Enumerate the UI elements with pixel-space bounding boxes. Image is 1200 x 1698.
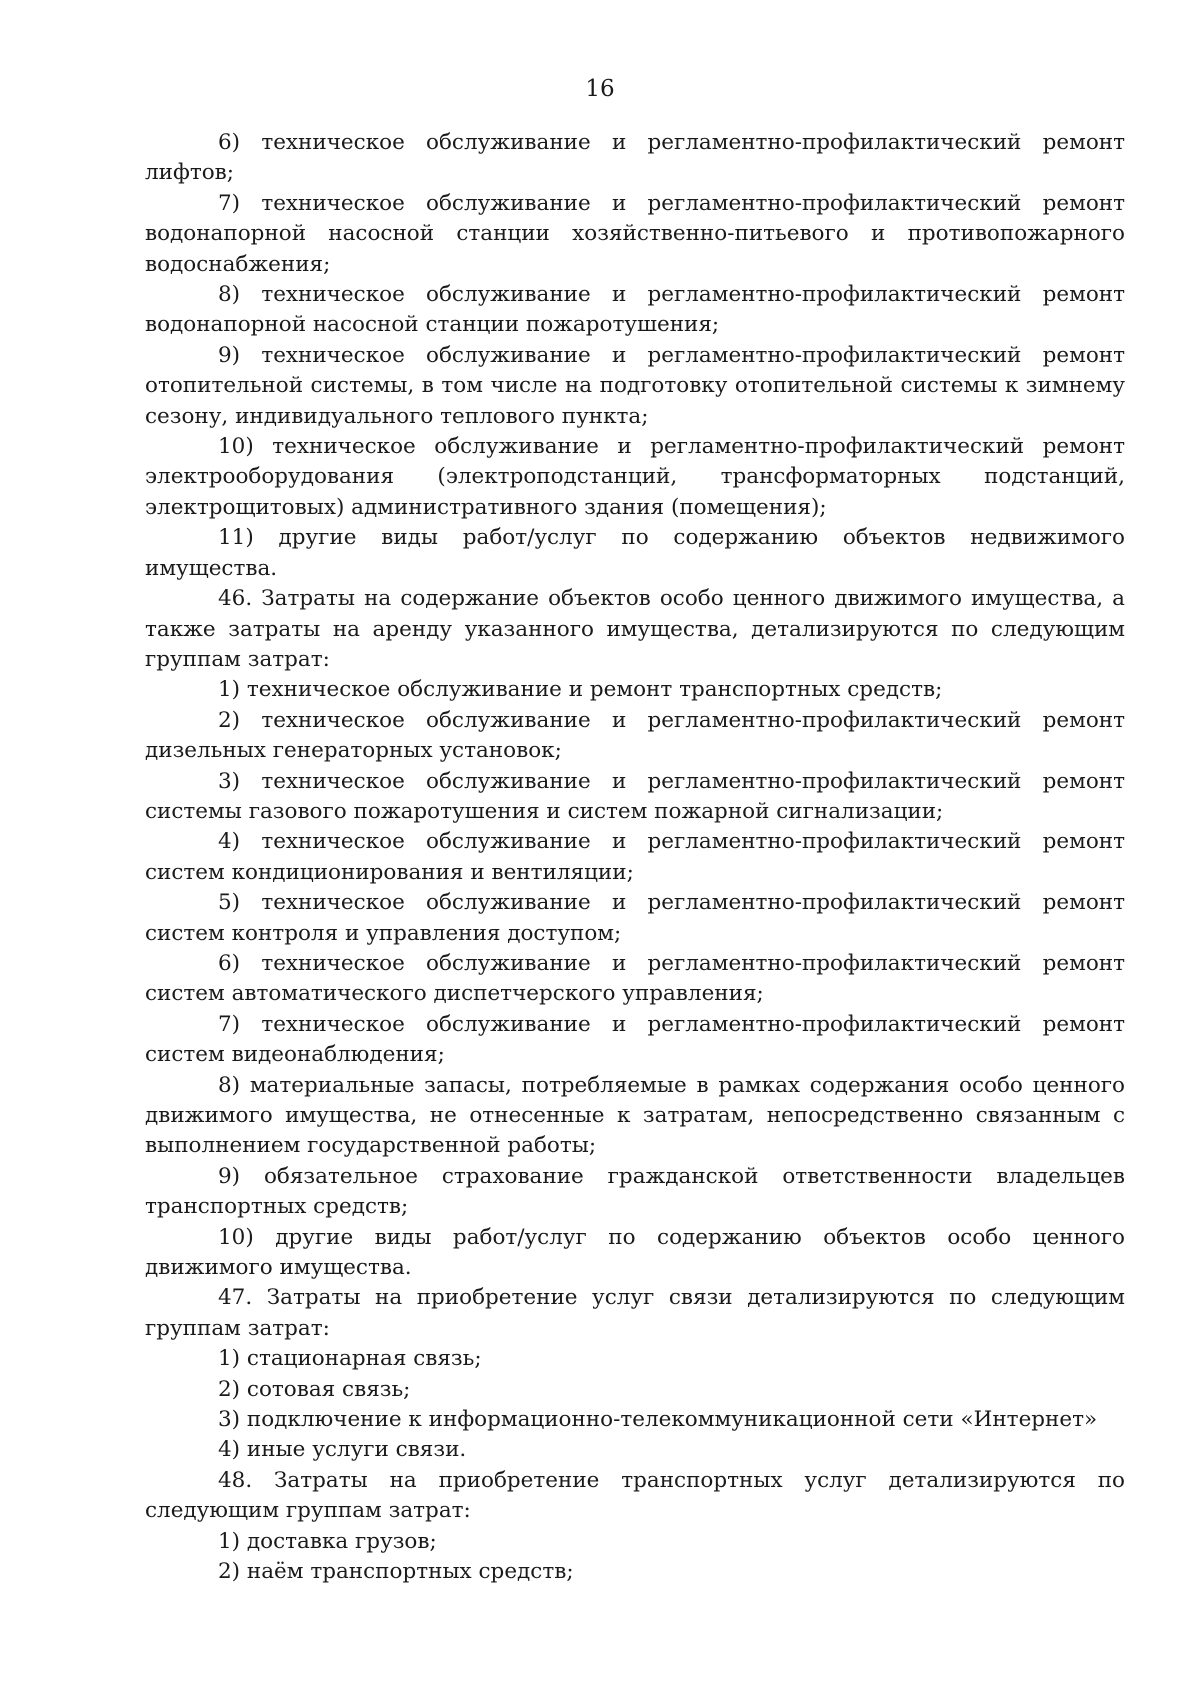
list-item: 1) техническое обслуживание и ремонт транспортных средств; xyxy=(218,677,943,703)
list-item: 6) техническое обслуживание и регламентно-профилактический ремонт систем автоматического диспетчерского управления; xyxy=(145,950,1125,1007)
list-item: 3) подключение к информационно-телекоммуникационной сети «Интернет» xyxy=(218,1407,1098,1433)
list-item: 7) техническое обслуживание и регламентно-профилактический ремонт систем видеонаблюдения; xyxy=(145,1011,1125,1068)
list-item: 2) наём транспортных средств; xyxy=(218,1559,574,1585)
list-item: 2) техническое обслуживание и регламентно-профилактический ремонт дизельных генераторных установок; xyxy=(145,707,1125,764)
list-item: 9) техническое обслуживание и регламентно-профилактический ремонт отопительной системы, в том числе на подготовку отопительной системы к зимнему сезону, индивидуального теплового пункта; xyxy=(145,342,1125,429)
list-item: 4) иные услуги связи. xyxy=(218,1437,467,1463)
section-paragraph: 48. Затраты на приобретение транспортных услуг детализируются по следующим группам затрат: xyxy=(145,1467,1125,1524)
section-paragraph: 46. Затраты на содержание объектов особо ценного движимого имущества, а также затраты на аренду указанного имущества, детализируются по следующим группам затрат: xyxy=(145,586,1125,672)
list-item: 1) доставка грузов; xyxy=(218,1528,437,1554)
list-item: 10) другие виды работ/услуг по содержанию объектов особо ценного движимого имущества. xyxy=(145,1224,1125,1281)
list-item: 7) техническое обслуживание и регламентно-профилактический ремонт водонапорной насосной станции хозяйственно-питьевого и противопожарного водоснабжения; xyxy=(145,190,1125,277)
list-item: 1) стационарная связь; xyxy=(218,1346,482,1372)
page-number: 16 xyxy=(585,76,615,102)
list-item: 8) материальные запасы, потребляемые в рамках содержания особо ценного движимого имущества, не отнесенные к затратам, непосредственно связанным с выполнением государственной работы; xyxy=(145,1072,1125,1159)
list-item: 8) техническое обслуживание и регламентно-профилактический ремонт водонапорной насосной станции пожаротушения; xyxy=(145,282,1125,338)
list-item: 9) обязательное страхование гражданской ответственности владельцев транспортных средств; xyxy=(145,1163,1125,1220)
list-item: 2) сотовая связь; xyxy=(218,1376,411,1402)
list-item: 3) техническое обслуживание и регламентно-профилактический ремонт системы газового пожаротушения и систем пожарной сигнализации; xyxy=(145,768,1125,824)
list-item: 10) техническое обслуживание и регламентно-профилактический ремонт электрооборудования (электроподстанций, трансформаторных подстанций, электрощитовых) административного здания (помещения); xyxy=(145,434,1125,520)
section-paragraph: 47. Затраты на приобретение услуг связи детализируются по следующим группам затрат: xyxy=(145,1285,1125,1341)
list-item: 5) техническое обслуживание и регламентно-профилактический ремонт систем контроля и управления доступом; xyxy=(145,890,1125,946)
list-item: 4) техническое обслуживание и регламентно-профилактический ремонт систем кондиционирования и вентиляции; xyxy=(145,829,1125,885)
list-item: 6) техническое обслуживание и регламентно-профилактический ремонт лифтов; xyxy=(145,130,1125,186)
document-body xyxy=(145,128,1125,1588)
list-item: 11) другие виды работ/услуг по содержанию объектов недвижимого имущества. xyxy=(145,525,1125,581)
